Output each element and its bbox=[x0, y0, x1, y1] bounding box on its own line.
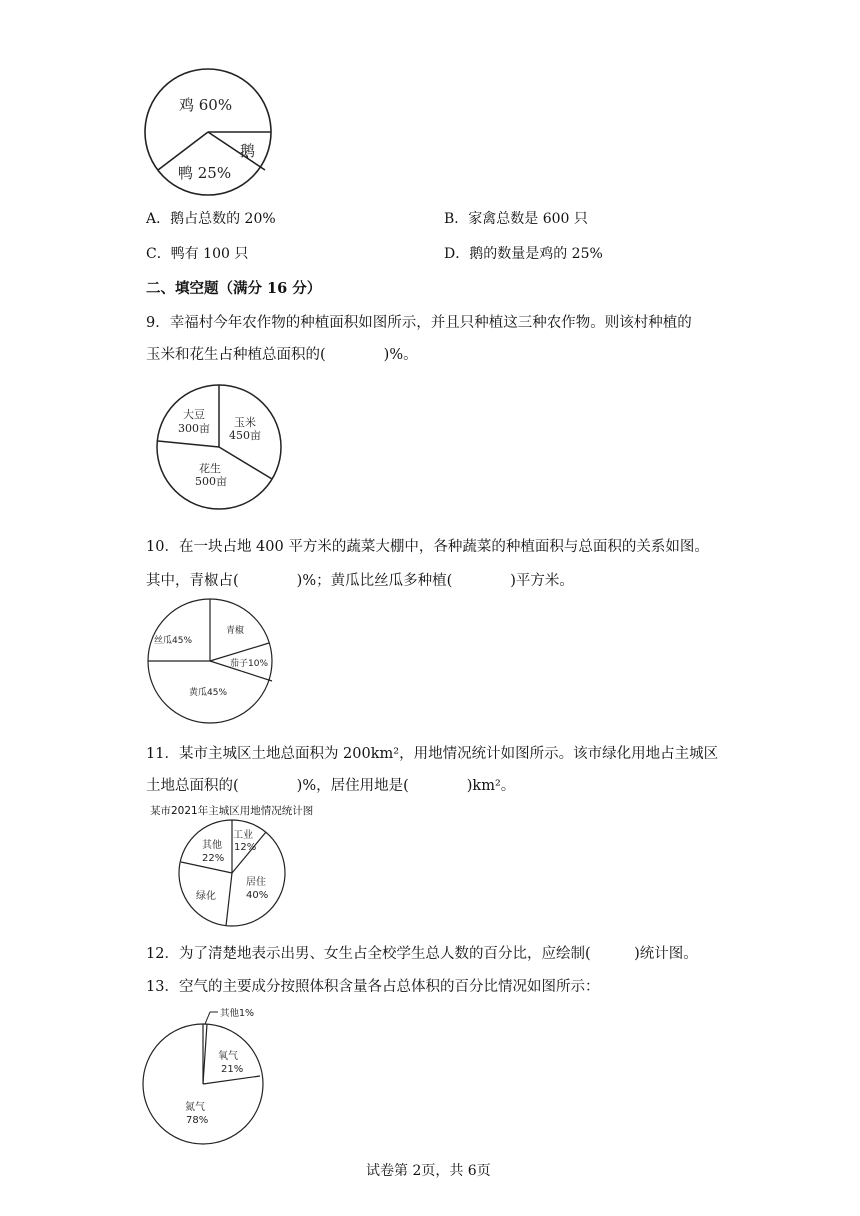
q9-label-peanut-name: 花生 bbox=[199, 462, 221, 475]
q13-label-nitrogen-name: 氮气 bbox=[185, 1102, 205, 1113]
q11-label-industry-value: 12% bbox=[234, 842, 257, 853]
q13-label-other: 其他1% bbox=[220, 1008, 255, 1019]
q10-label-luffa: 丝瓜45% bbox=[154, 636, 193, 646]
q11-label-living-value: 40% bbox=[246, 890, 269, 901]
q11-label-green-name: 绿化 bbox=[196, 891, 216, 902]
q9-text-line1: 9．幸福村今年农作物的种植面积如图所示，并且只种植这三种农作物。则该村种植的 bbox=[146, 315, 692, 331]
q13-pie-chart bbox=[140, 1008, 280, 1148]
q10-text-line2: 其中，青椒占( )%；黄瓜比丝瓜多种植( )平方米。 bbox=[146, 573, 574, 589]
q8-option-c: C．鸭有 100 只 bbox=[146, 246, 249, 262]
q10-text-line1: 10．在一块占地 400 平方米的蔬菜大棚中，各种蔬菜的种植面积与总面积的关系如图。 bbox=[146, 539, 709, 555]
q11-pie-chart bbox=[176, 817, 290, 931]
q9-text-line2: 玉米和花生占种植总面积的( )%。 bbox=[146, 347, 418, 363]
q8-label-goose: 鹅 bbox=[240, 142, 256, 160]
q13-leader-line bbox=[205, 1012, 210, 1024]
q8-option-b: B．家禽总数是 600 只 bbox=[444, 211, 588, 227]
page-footer: 试卷第 2页，共 6页 bbox=[366, 1163, 491, 1179]
q13-label-oxygen-name: 氧气 bbox=[218, 1051, 238, 1062]
q8-pie-chart bbox=[140, 66, 285, 201]
q9-label-corn-name: 玉米 bbox=[234, 416, 256, 429]
q11-label-other-value: 22% bbox=[202, 853, 225, 864]
q9-label-soy-value: 300亩 bbox=[178, 422, 210, 435]
q9-label-soy-name: 大豆 bbox=[183, 408, 205, 421]
q10-label-cucumber: 黄瓜45% bbox=[189, 688, 228, 698]
q8-label-chicken: 鸡 60% bbox=[179, 96, 233, 114]
q9-label-corn-value: 450亩 bbox=[229, 429, 261, 442]
q9-label-peanut-value: 500亩 bbox=[195, 475, 227, 488]
q11-pie-divider bbox=[226, 873, 232, 926]
q9-pie-chart bbox=[154, 382, 284, 512]
q8-option-a: A．鹅占总数的 20% bbox=[146, 211, 276, 227]
q8-option-d: D．鹅的数量是鸡的 25% bbox=[444, 246, 603, 262]
q10-pie-chart bbox=[144, 597, 276, 729]
q13-text-line1: 13．空气的主要成分按照体积含量各占总体积的百分比情况如图所示： bbox=[146, 979, 600, 995]
q8-label-duck: 鸭 25% bbox=[178, 164, 232, 182]
q13-pie-divider bbox=[203, 1076, 260, 1084]
q11-chart-title: 某市2021年主城区用地情况统计图 bbox=[150, 805, 314, 817]
q10-label-pepper: 青椒 bbox=[226, 626, 245, 636]
q11-label-living-name: 居住 bbox=[246, 877, 266, 888]
section-heading: 二、填空题（满分 16 分） bbox=[146, 280, 322, 297]
q10-label-eggplant: 茄子10% bbox=[230, 659, 269, 669]
q11-label-industry-name: 工业 bbox=[233, 830, 253, 841]
q13-label-oxygen-value: 21% bbox=[221, 1064, 244, 1075]
q13-label-nitrogen-value: 78% bbox=[186, 1115, 209, 1126]
q12-text-line1: 12．为了清楚地表示出男、女生占全校学生总人数的百分比，应绘制( )统计图。 bbox=[146, 946, 698, 962]
q11-label-other-name: 其他 bbox=[202, 840, 222, 851]
q11-text-line2: 土地总面积的( )%，居住用地是( )km²。 bbox=[146, 778, 516, 794]
q9-pie-divider bbox=[158, 441, 219, 447]
q11-text-line1: 11．某市主城区土地总面积为 200km²，用地情况统计如图所示。该市绿化用地占主城区 bbox=[146, 746, 719, 762]
q13-pie-divider bbox=[203, 1024, 207, 1084]
